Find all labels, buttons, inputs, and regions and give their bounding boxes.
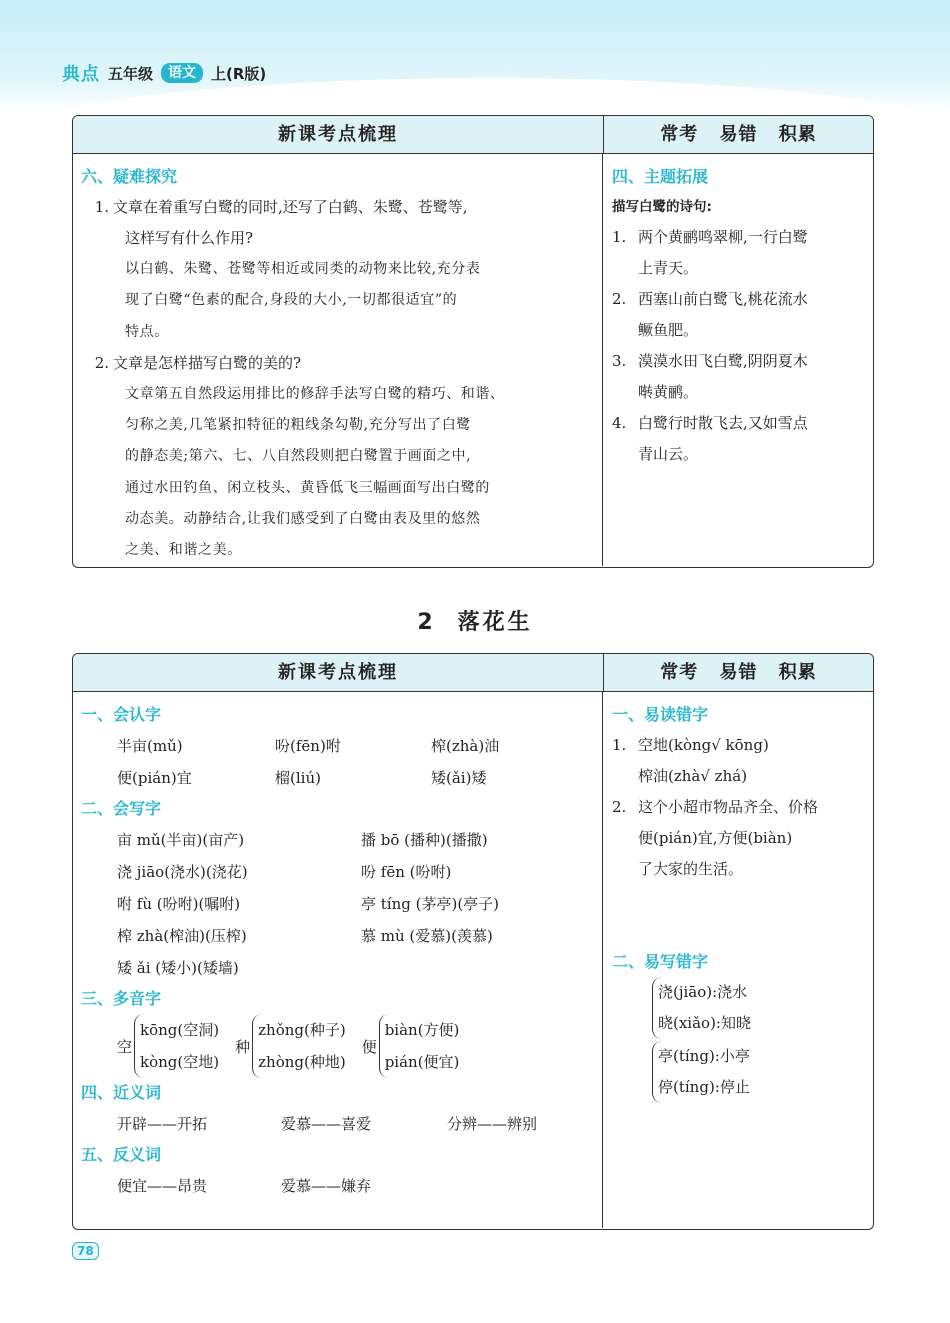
edition-label: 上(R版)	[211, 64, 267, 83]
section-heading: 六、疑难探究	[81, 167, 178, 186]
poem-item-cont: 青山云。	[638, 445, 699, 463]
page-header	[62, 60, 266, 86]
lesson-number: 2	[417, 610, 436, 635]
left-column	[73, 692, 603, 1228]
brand-logo: 典点	[62, 64, 100, 85]
misread-item: 2. 这个小超市物品齐全、价格	[612, 798, 819, 816]
section-2-box	[72, 653, 874, 1230]
answer-2-line: 之美、和谐之美。	[125, 542, 242, 559]
write-row: 亩 mǔ(半亩)(亩产) 播 bō (播种)(播撒)	[117, 831, 488, 849]
recognize-row: 半亩(mǔ) 吩(fēn)咐 榨(zhà)油	[117, 737, 500, 755]
poem-item: 3. 漠漠水田飞白鹭,阴阴夏木	[612, 352, 808, 370]
answer-1-line: 现了白鹭“色素的配合,身段的大小,一切都很适宜”的	[125, 292, 458, 309]
section-heading: 二、会写字	[81, 799, 162, 818]
poem-item: 1. 两个黄鹂鸣翠柳,一行白鹭	[612, 228, 808, 246]
left-column-title: 新课考点梳理	[73, 116, 604, 153]
section-1-box	[72, 115, 874, 568]
answer-2-line: 文章第五自然段运用排比的修辞手法写白鹭的精巧、和谐、	[125, 385, 505, 402]
question-1-cont: 这样写有什么作用?	[125, 229, 254, 247]
section-heading: 一、会认字	[81, 705, 162, 724]
section-heading: 四、近义词	[81, 1083, 162, 1102]
miswrite-pair: 亭(tíng):小亭 停(tíng):停止	[652, 1041, 851, 1103]
answer-2-line: 通过水田钓鱼、闲立枝头、黄昏低飞三幅画面写出白鹭的	[125, 479, 490, 496]
answer-2-line: 匀称之美,几笔紧扣特征的粗线条勾勒,充分写出了白鹭	[125, 417, 471, 434]
grade-label: 五年级	[108, 64, 154, 83]
misread-item-cont: 便(pián)宜,方便(biàn)	[638, 829, 793, 847]
misread-item: 1. 空地(kòng√ kōng)	[612, 736, 769, 754]
poem-item-cont: 鳜鱼肥。	[638, 321, 699, 339]
misread-item-cont: 榨油(zhà√ zhá)	[638, 767, 748, 785]
poems-subheading: 描写白鹭的诗句:	[612, 199, 712, 215]
lesson-title	[0, 605, 950, 636]
lesson-name: 落花生	[457, 610, 533, 635]
section-heading: 二、易写错字	[612, 952, 709, 971]
antonym-row: 便宜——昂贵 爱慕——嫌弃	[117, 1177, 372, 1195]
answer-1-line: 特点。	[125, 323, 169, 340]
left-column-title: 新课考点梳理	[73, 654, 604, 691]
top-band	[0, 0, 950, 112]
question-2: 2. 文章是怎样描写白鹭的美的?	[94, 353, 302, 372]
poem-item-cont: 啭黄鹂。	[638, 383, 699, 401]
section-heading: 五、反义词	[81, 1145, 162, 1164]
left-column	[73, 154, 603, 566]
section-heading: 一、易读错字	[612, 705, 709, 724]
question-1: 1. 文章在着重写白鹭的同时,还写了白鹤、朱鹭、苍鹭等,	[94, 198, 468, 216]
poem-item-cont: 上青天。	[638, 259, 699, 277]
poem-item: 2. 西塞山前白鹭飞,桃花流水	[612, 290, 808, 308]
polyphone-row: 空 kōng(空洞) kòng(空地) 种 zhǒng(种子) zhòng(种地) 便 biàn(方便) pián(便宜)	[81, 1014, 594, 1078]
misread-item-cont: 了大家的生活。	[638, 860, 744, 878]
write-row: 矮 ǎi (矮小)(矮墙)	[117, 959, 239, 977]
page-number: 78	[72, 1242, 99, 1260]
answer-2-line: 动态美。动静结合,让我们感受到了白鹭由表及里的悠然	[125, 511, 481, 528]
answer-1-line: 以白鹤、朱鹭、苍鹭等相近或同类的动物来比较,充分表	[125, 261, 481, 277]
answer-2-line: 的静态美;第六、七、八自然段则把白鹭置于画面之中,	[125, 448, 472, 465]
right-column	[603, 692, 873, 1228]
poem-item: 4. 白鹭行时散飞去,又如雪点	[612, 414, 808, 432]
miswrite-pair: 浇(jiāo):浇水 晓(xiǎo):知晓	[652, 977, 851, 1039]
write-row: 榨 zhà(榨油)(压榨) 慕 mù (爱慕)(羡慕)	[117, 927, 493, 945]
section-heading: 四、主题拓展	[612, 167, 709, 186]
write-row: 咐 fù (吩咐)(嘱咐) 亭 tíng (茅亭)(亭子)	[117, 895, 500, 913]
right-column	[603, 154, 873, 566]
right-column-title: 常考 易错 积累	[660, 124, 817, 145]
recognize-row: 便(pián)宜 榴(liú) 矮(ǎi)矮	[117, 769, 487, 787]
subject-badge: 语文	[161, 63, 203, 83]
synonym-row: 开辟——开拓 爱慕——喜爱 分辨——辨别	[117, 1115, 538, 1133]
right-column-title: 常考 易错 积累	[660, 662, 817, 683]
section-heading: 三、多音字	[81, 989, 162, 1008]
write-row: 浇 jiāo(浇水)(浇花) 吩 fēn (吩咐)	[117, 863, 452, 881]
